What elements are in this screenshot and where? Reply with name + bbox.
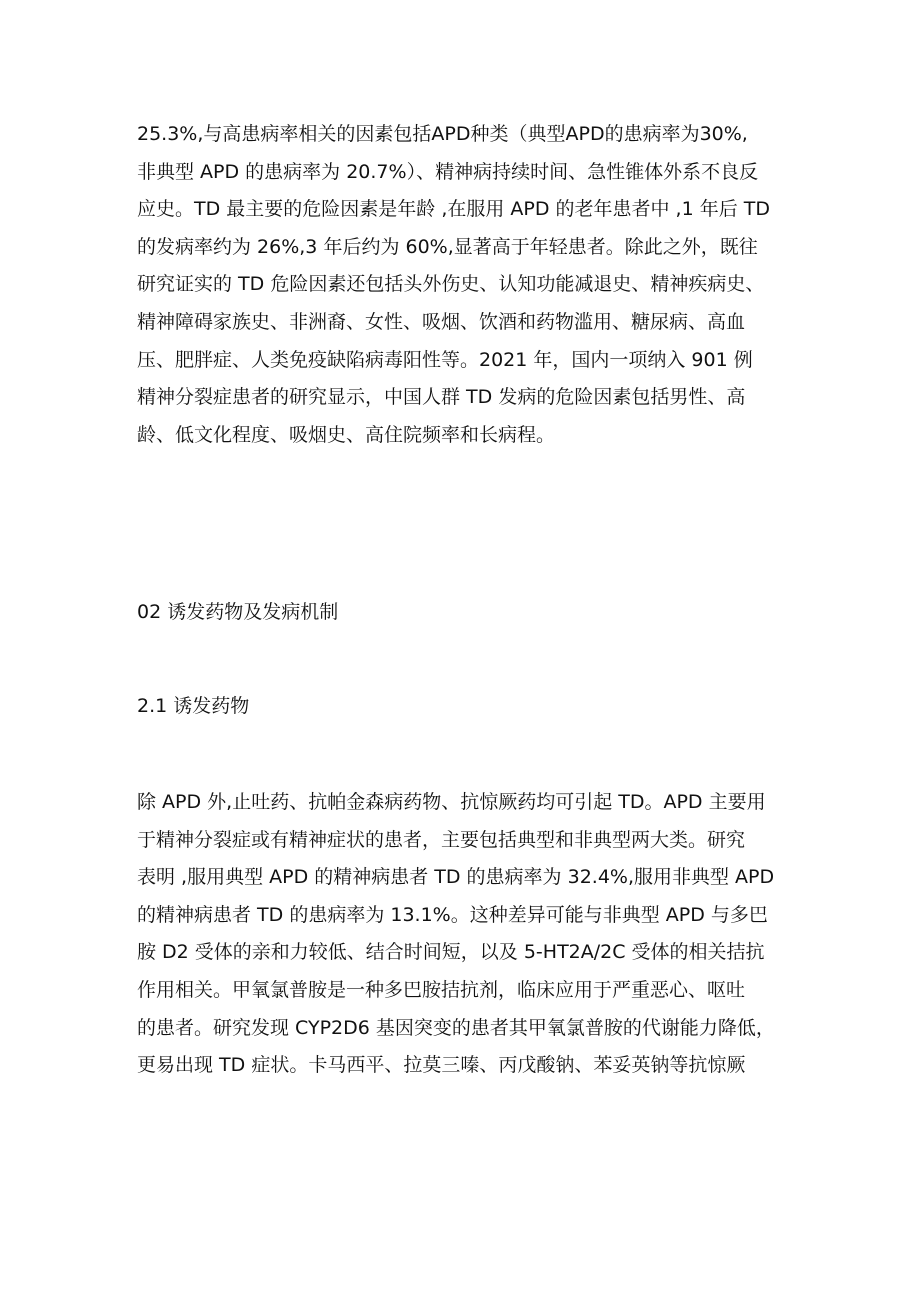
paragraph-risk-factors — [137, 116, 797, 454]
text-line: 非典型 APD 的患病率为 20.7%）、精神病持续时间、急性锥体外系不良反 — [137, 160, 759, 183]
text-line: 的患者。研究发现 CYP2D6 基因突变的患者其甲氧氯普胺的代谢能力降低， — [137, 1016, 775, 1039]
text-line: 研究证实的 TD 危险因素还包括头外伤史、认知功能减退史、精神疾病史、 — [137, 273, 765, 296]
text-line: 更易出现 TD 症状。卡马西平、拉莫三嗪、丙戊酸钠、苯妥英钠等抗惊厥 — [137, 1054, 746, 1077]
text-line: 龄、低文化程度、吸烟史、高住院频率和长病程。 — [137, 423, 556, 446]
section-heading: 02 诱发药物及发病机制 — [137, 601, 339, 623]
text-line: 作用相关。甲氧氯普胺是一种多巴胺拮抗剂，临床应用于严重恶心、呕吐 — [137, 978, 746, 1001]
text-line: 胺 D2 受体的亲和力较低、结合时间短，以及 5-HT2A/2C 受体的相关拮抗 — [137, 941, 765, 964]
text-line: 精神分裂症患者的研究显示，中国人群 TD 发病的危险因素包括男性、高 — [137, 386, 746, 409]
text-line: 精神障碍家族史、非洲裔、女性、吸烟、饮酒和药物滥用、糖尿病、高血 — [137, 310, 746, 333]
text-line: 压、肥胖症、人类免疫缺陷病毒阳性等。2021 年，国内一项纳入 901 例 — [137, 348, 753, 371]
text-line: 除 APD 外,止吐药、抗帕金森病药物、抗惊厥药均可引起 TD。APD 主要用 — [137, 791, 766, 813]
text-line: 的发病率约为 26%,3 年后约为 60%,显著高于年轻患者。除此之外，既往 — [137, 235, 758, 258]
subsection-heading: 2.1 诱发药物 — [137, 695, 250, 717]
text-line: 的精神病患者 TD 的患病率为 13.1%。这种差异可能与非典型 APD 与多巴 — [137, 903, 768, 926]
paragraph-inducing-drugs — [137, 784, 797, 1085]
text-line: 于精神分裂症或有精神症状的患者，主要包括典型和非典型两大类。研究 — [137, 828, 746, 851]
text-line: 应史。TD 最主要的危险因素是年龄 ,在服用 APD 的老年患者中 ,1 年后 TD — [137, 198, 771, 221]
text-line: 表明 ,服用典型 APD 的精神病患者 TD 的患病率为 32.4%,服用非典型 APD — [137, 866, 775, 889]
text-line: 25.3%,与高患病率相关的因素包括APD种类（典型APD的患病率为30%, — [137, 123, 748, 145]
